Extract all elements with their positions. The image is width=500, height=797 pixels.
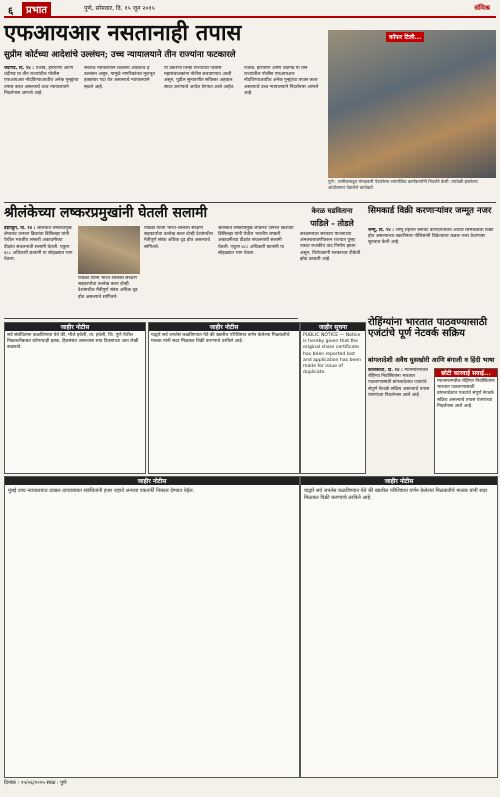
divider: [4, 318, 298, 319]
second-photo: [78, 226, 140, 274]
second-dateline: डेहराडून, दि. १४ :: [4, 226, 36, 231]
sidebar-text: म्यानमारमधील रोहिंग्या निर्वासितांना भारतात पाठवण्यासाठी बांगलादेशात एजंटांचे संपूर्ण नेटवर्क सक्रिय असल्याचे तपास यंत्रणांच्या निदर्शनास आले आहे.: [437, 379, 495, 409]
lead-body-2: सर्वोच्च न्यायालयाने दिलेल्या आदेशांचे हे उल्लंघन असून, यामुळे नागरिकांच्या मूलभूत हक्कांवर गदा येत असल्याचे न्यायालयाने म्हटले आहे.: [84, 66, 156, 90]
kerala-subhead: पाडिले - तोडले: [310, 218, 354, 228]
notice-box: [300, 322, 366, 474]
lead-column-1: [4, 66, 80, 196]
notice-box: [148, 322, 300, 474]
rohingya-dateline: कोलकाता, दि. १४ :: [368, 368, 403, 373]
sidebar-title: छोटी कारवाई सवाई...: [435, 369, 497, 377]
kerala-headline: केरळ घडविताना: [311, 206, 353, 215]
masthead: [4, 2, 496, 18]
photo-caption: पुणे : तामीळनाडूत मंगळवारी पेडालेल्या सामाजिक कार्यकर्त्यांनी निदर्शने केली. त्यावेळी झालेल्या आंदोलनात पेडालेले कार्यकर्ते.: [328, 180, 478, 191]
notice-text: PUBLIC NOTICE — Notice is hereby given that the original share certificate has been reported lost and application has been made for issue of duplicate.: [303, 333, 361, 376]
second-body-4: श्रीलंकेचे लष्करप्रमुख लेफ्टनंट जनरल क्रिशांता डिसिल्व्हा यांनी येथील भारतीय लष्करी अकादमीच्या दीक्षांत संचलनाची सलामी घेतली. एकूण ४८८ अधिकारी छात्रांनी या सोहळ्यात भाग घेतला.: [218, 226, 294, 256]
lead-photo: [328, 30, 496, 178]
second-body-3: यावेळी त्यांनी भारत-श्रीलंका संरक्षण सहकार्याचा उल्लेख करत दोन्ही देशांमधील मैत्रीपूर्ण संबंध अधिक दृढ होत असल्याचे सांगितले.: [144, 226, 213, 250]
notice-title: जाहीर नोटीस: [5, 477, 299, 485]
lead-column-3: [164, 66, 240, 196]
second-body-2: यावेळी त्यांनी भारत-श्रीलंका संरक्षण सहकार्याचा उल्लेख करत दोन्ही देशांमधील मैत्रीपूर्ण संबंध अधिक दृढ होत असल्याचे सांगितले.: [78, 276, 138, 300]
notice-text: याद्वारे सर्व जनतेस कळविण्यात येते की खालील परिशिष्टात वर्णन केलेल्या मिळकतीचे मालक यांनी सदर मिळकत विक्री करण्याचे ठरविले आहे.: [151, 333, 290, 345]
second-headline: श्रीलंकेच्या लष्करप्रमुखांनी घेतली सलामी: [4, 205, 208, 221]
kashmir-text: जम्मू शहरात बनावट कागदपत्रांच्या आधारे सिमकार्डची विक्री होत असल्याच्या तक्रारीनंतर पोलिसांनी विक्रेत्यांवर कडक नजर ठेवण्यास सुरुवात केली आहे.: [368, 228, 494, 246]
lead-column-2: [84, 66, 160, 196]
notice-box: [4, 476, 300, 778]
rohingya-subhead: बांगलादेशी अवैध घुसखोरी आणि बंगाली व हिंदी भाषा: [368, 356, 495, 364]
kashmir-headline: सिमकार्ड विक्री करणाऱ्यांवर जम्मूत नजर: [368, 206, 492, 216]
notice-title: जाहीर सूचना: [301, 323, 365, 331]
notice-box: [4, 322, 146, 474]
second-column-1: [4, 226, 74, 314]
kashmir-body: [368, 228, 496, 314]
page-number: ६: [8, 6, 14, 17]
rohingya-sidebar: [434, 368, 498, 474]
kashmir-dateline: जम्मू, दि. १४ :: [368, 228, 395, 233]
rohingya-body-1: म्यानमारमधील रोहिंग्या निर्वासितांना भारतात पाठवण्यासाठी बांगलादेशात एजंटांचे संपूर्ण नेटवर्क सक्रिय असल्याचे तपास यंत्रणांच्या निदर्शनास आले आहे.: [368, 368, 430, 398]
newspaper-logo: प्रभात: [22, 2, 51, 16]
notice-text: सर्व संबंधितांना कळविण्यात येते की, मौजे हवेली, ता. हवेली, जि. पुणे येथील मिळकतीबाबत कोणाचाही हक्क, हितसंबंध असल्यास सात दिवसांच्या आत लेखी कळवावे.: [7, 333, 139, 351]
notice-text: याद्वारे सर्व जनतेस कळविण्यात येते की खालील परिशिष्टात वर्णन केलेल्या मिळकतीचे मालक यांनी सदर मिळकत विक्री करण्याचे ठरविले आहे.: [304, 488, 488, 501]
rohingya-column-1: [368, 368, 430, 472]
second-column-3: [144, 226, 214, 314]
photo-tag: कॉफर टिली...: [386, 32, 424, 42]
section-label: संमिश्र: [474, 4, 490, 12]
lead-headline: एफआयआर नसतानाही तपास: [4, 20, 242, 46]
rohingya-headline: रोहिंग्यांना भारतात पाठवण्यासाठी एजंटांचे पूर्ण नेटवर्क सक्रिय: [368, 317, 488, 339]
notice-title: जाहीर नोटीस: [5, 323, 145, 331]
notice-title: जाहीर नोटीस: [301, 477, 497, 485]
second-column-2: [78, 276, 140, 314]
notice-title: जाहीर नोटीस: [149, 323, 299, 331]
lead-body-1: पंजाब, हरियाणा आणि चंदीगड या तीन राज्यांतील पोलीस एफआयआर नोंदविण्याआधीच अनेक गुन्ह्यांचा तपास करत असल्याचे उच्च न्यायालयाने निदर्शनास आणले आहे.: [4, 66, 79, 96]
lead-body-3: या प्रकरणी तिन्ही राज्यांच्या पोलीस महासंचालकांना नोटीस बजावण्यात आली असून, पुढील सुनावणीत सविस्तर अहवाल सादर करण्याचे आदेश देण्यात आले आहेत.: [164, 66, 235, 90]
notice-box: [300, 476, 498, 778]
second-column-4: [218, 226, 294, 314]
lead-dateline: चंदीगड, दि. १४ :: [4, 66, 35, 71]
lead-body-4: पंजाब, हरियाणा आणि चंदीगड या तीन राज्यांतील पोलीस एफआयआर नोंदविण्याआधीच अनेक गुन्ह्यांचा तपास करत असल्याचे उच्च न्यायालयाने निदर्शनास आणले आहे.: [244, 66, 319, 96]
notice-text: मुंबई उच्च न्यायालयात दाखल दाव्याबाबत संबंधितांनी हजर राहावे अन्यथा एकतर्फी निकाल देण्यात येईल.: [8, 488, 195, 494]
footer-text: दिनांक : १५/०६/२०१५ स्थळ : पुणे: [4, 780, 67, 786]
lead-subhead: सुप्रीम कोर्टच्या आदेशांचे उल्लंघन; उच्च न्यायालयाने तीन राज्यांना फटकारले: [4, 50, 236, 60]
lead-column-4: [244, 66, 322, 196]
divider: [4, 202, 496, 203]
dateline: पुणे, सोमवार, दि. १५ जून २०१५: [84, 5, 155, 12]
second-body-1: श्रीलंकेचे लष्करप्रमुख लेफ्टनंट जनरल क्रिशांता डिसिल्व्हा यांनी येथील भारतीय लष्करी अकादमीच्या दीक्षांत संचलनाची सलामी घेतली. एकूण ४८८ अधिकारी छात्रांनी या सोहळ्यात भाग घेतला.: [4, 226, 73, 263]
kerala-body: केरळमधील सरकारी योजनांच्या अंमलबजावणीवरून राज्यात पुन्हा एकदा राजकीय वाद निर्माण झाला असून, विरोधकांनी सरकारवर टीकेची झोड उठवली आहे.: [300, 232, 361, 262]
